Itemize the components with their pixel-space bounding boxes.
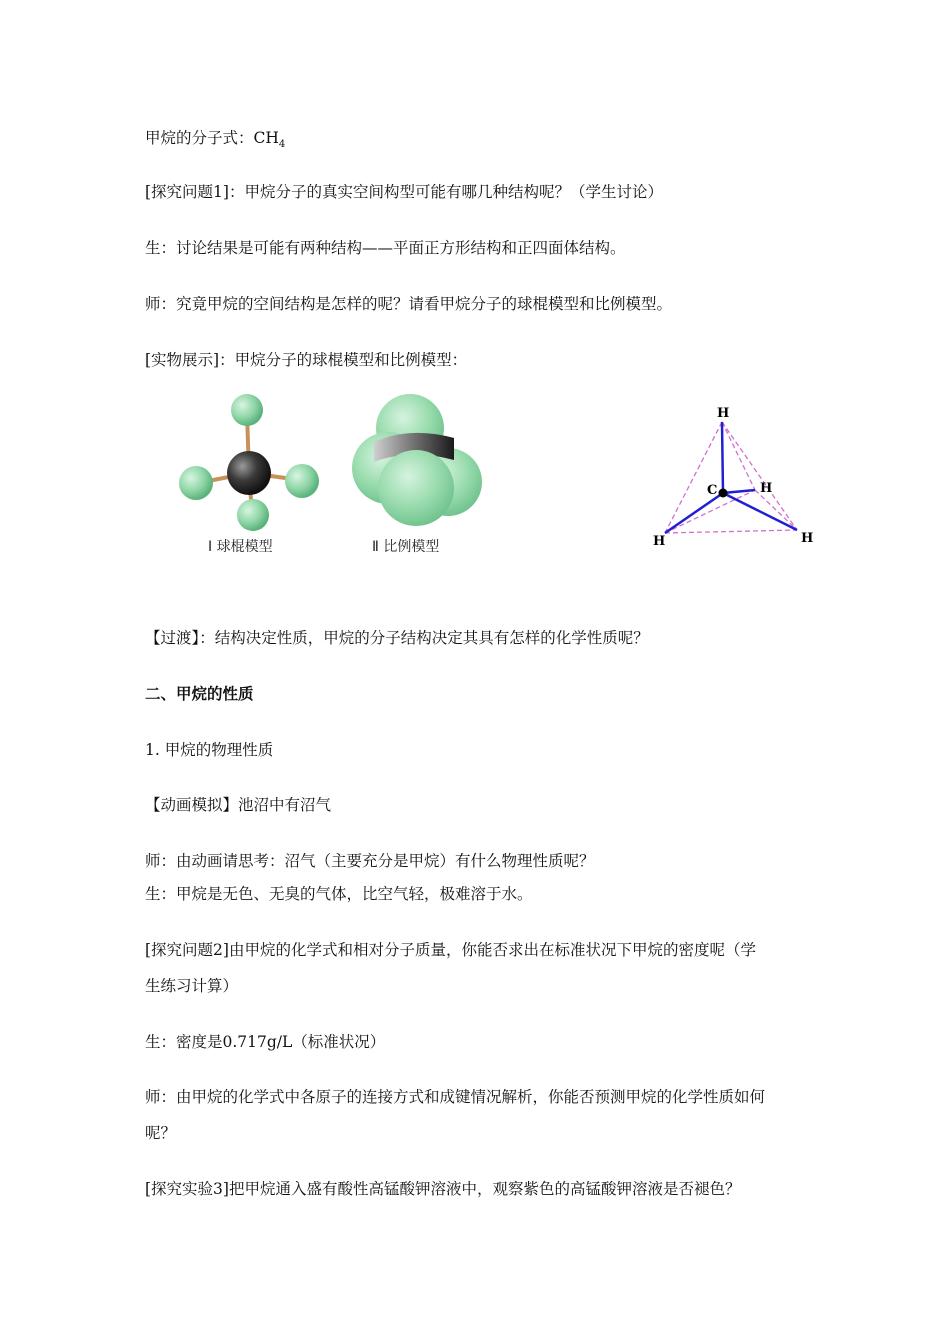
ball-stick-model-figure: [170, 385, 330, 535]
teacher-prompt-1: 师：究竟甲烷的空间结构是怎样的呢？请看甲烷分子的球棍模型和比例模型。: [145, 295, 673, 313]
animation-line: [145, 795, 331, 815]
tetrahedral-structure-diagram: [645, 400, 820, 555]
tetrahedron-edges: [665, 422, 797, 533]
teacher-prompt-2: 师：由动画请思考：沼气（主要充分是甲烷）有什么物理性质呢？: [145, 852, 595, 870]
transition-tag: 【过渡】: [145, 629, 200, 647]
question-2-line-2: 生练习计算）: [145, 977, 239, 995]
carbon-center-dot: [719, 489, 728, 498]
transition-line: [145, 628, 649, 648]
student-answer-density: 生：密度是0.717g/L（标准状况）: [145, 1033, 386, 1051]
hydrogen-atom-left: [179, 466, 213, 500]
teacher-prompt-3-line-2: 呢？: [145, 1124, 177, 1142]
student-answer-2: 生：甲烷是无色、无臭的气体，比空气轻，极难溶于水。: [145, 885, 533, 903]
space-filling-model-figure: [350, 390, 490, 540]
teacher-prompt-3-line-1: 师：由甲烷的化学式中各原子的连接方式和成键情况解析，你能否预测甲烷的化学性质如何: [145, 1088, 766, 1106]
carbon-atom: [227, 451, 271, 495]
animation-text: 池沼中有沼气: [238, 796, 332, 814]
methane-formula-line: [145, 128, 285, 155]
formula-text: 甲烷的分子式：CH: [145, 129, 279, 147]
student-answer-1: 生：讨论结果是可能有两种结构——平面正方形结构和正四面体结构。: [145, 239, 626, 257]
label-c-center: C: [707, 483, 718, 498]
hydrogen-sphere-front: [378, 450, 454, 526]
model-display-line: [实物展示]：甲烷分子的球棍模型和比例模型：: [145, 351, 468, 369]
subheading-physical-properties: 1. 甲烷的物理性质: [145, 741, 274, 759]
question-1: [探究问题1]：甲烷分子的真实空间构型可能有哪几种结构呢？（学生讨论）: [145, 183, 663, 201]
hydrogen-atom-right: [285, 464, 319, 498]
transition-text: ：结构决定性质，甲烷的分子结构决定其具有怎样的化学性质呢？: [199, 629, 649, 647]
label-h-top: H: [717, 406, 730, 421]
hydrogen-atom-top: [231, 394, 263, 426]
formula-subscript: 4: [278, 139, 286, 151]
hydrogen-atom-bottom: [237, 499, 269, 531]
experiment-3: [探究实验3]把甲烷通入盛有酸性高锰酸钾溶液中，观察紫色的高锰酸钾溶液是否褪色？: [145, 1180, 741, 1198]
carbon-hydrogen-bonds: [665, 422, 797, 533]
label-h-bottom-right: H: [801, 531, 814, 546]
question-2-line-1: [探究问题2]由甲烷的化学式和相对分子质量，你能否求出在标准状况下甲烷的密度呢（学: [145, 941, 756, 959]
ball-stick-caption: Ⅰ 球棍模型: [208, 539, 273, 555]
animation-tag: 【动画模拟】: [145, 796, 239, 814]
label-h-right: H: [760, 481, 773, 496]
label-h-left: H: [653, 534, 666, 549]
space-filling-caption: Ⅱ 比例模型: [372, 539, 440, 555]
section-heading-properties: 二、甲烷的性质: [145, 685, 254, 703]
